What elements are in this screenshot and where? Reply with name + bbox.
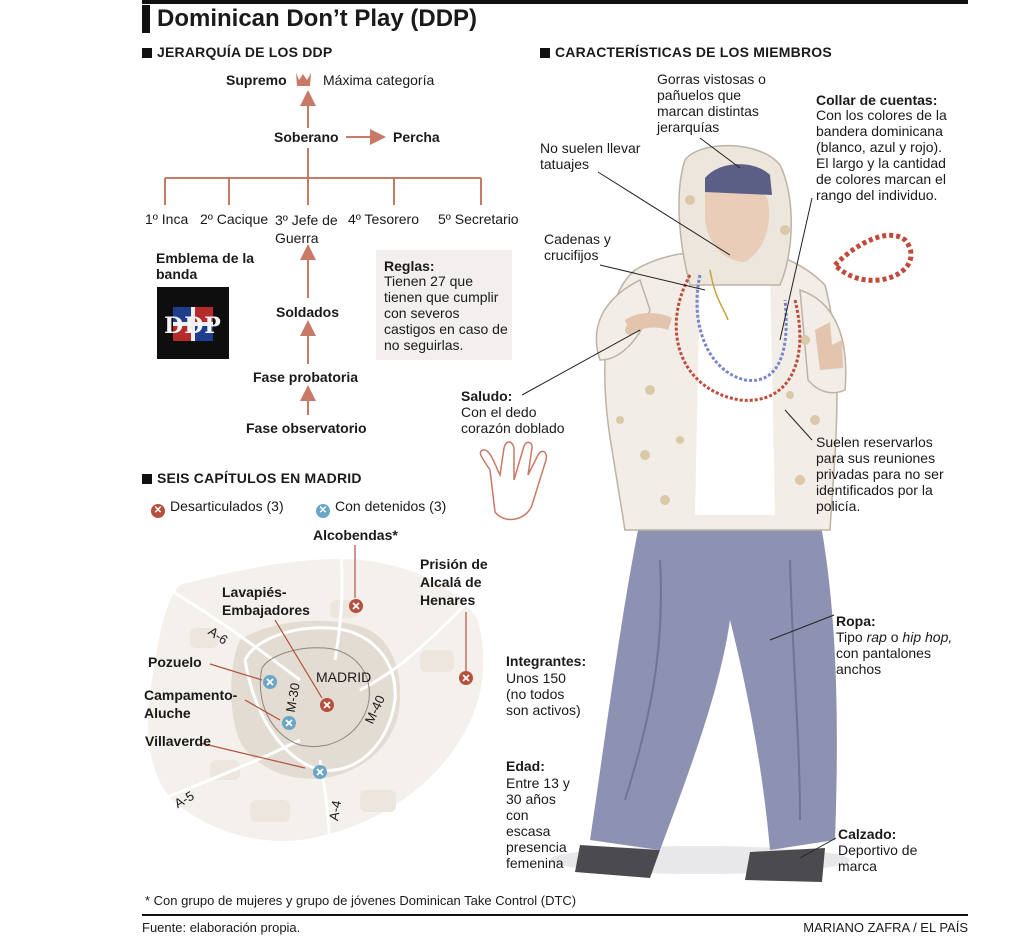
- legend-dismantled: ✕ Desarticulados (3): [151, 498, 284, 518]
- rank-fase-observatorio: Fase observatorio: [246, 420, 367, 436]
- note-gorras: Gorras vistosas o pañuelos que marcan distintas jerarquías: [657, 71, 766, 135]
- note-ropa-text: Tipo rap o hip hop, con pantalones anchos: [836, 629, 953, 677]
- note-calzado-title: Calzado:: [838, 826, 897, 842]
- rules-text: Tienen 27 que tienen que cumplir con severos castigos en caso de no seguirlas.: [384, 273, 508, 353]
- x-marker-blue-icon: ✕: [316, 504, 330, 518]
- emblem-text: DDP: [164, 313, 222, 339]
- map-label-lavapies: Lavapiés- Embajadores: [222, 584, 310, 618]
- map-label-prision: Prisión de Alcalá de Henares: [420, 556, 488, 608]
- note-edad-text: Entre 13 y 30 años con escasa presencia femenina: [506, 775, 570, 871]
- rules-title: Reglas:: [384, 258, 435, 274]
- emblem-label: Emblema de la banda: [156, 250, 255, 282]
- road-m40: M-40: [361, 692, 388, 727]
- note-integrantes-title: Integrantes:: [506, 653, 587, 669]
- map-label-campamento: Campamento- Aluche: [144, 687, 238, 721]
- legend-detained: ✕ Con detenidos (3): [316, 498, 446, 518]
- road-a6: A-6: [205, 623, 231, 648]
- map-label-alcobendas: Alcobendas*: [313, 527, 398, 543]
- note-tatuajes: No suelen llevar tatuajes: [540, 140, 641, 172]
- rank-percha: Percha: [393, 129, 440, 145]
- bottom-rule: [142, 914, 968, 916]
- note-saludo-title: Saludo:: [461, 388, 513, 404]
- map-label-villaverde: Villaverde: [145, 733, 211, 749]
- section-hierarchy: JERARQUÍA DE LOS DDP: [142, 44, 332, 60]
- section-chapters: SEIS CAPÍTULOS EN MADRID: [142, 470, 362, 486]
- note-integrantes-text: Unos 150 (no todos son activos): [506, 670, 581, 718]
- rank-supremo: Supremo: [226, 72, 287, 88]
- road-m30: M-30: [282, 681, 303, 714]
- road-a5: A-5: [171, 787, 197, 812]
- rank-jefe-de-guerra: 3º Jefe de Guerra: [275, 212, 338, 246]
- road-a4: A-4: [325, 799, 345, 822]
- credit-text: MARIANO ZAFRA / EL PAÍS: [803, 920, 968, 935]
- note-calzado-text: Deportivo de marca: [838, 842, 918, 874]
- rank-inca: 1º Inca: [145, 211, 189, 227]
- map-city-label: MADRID: [316, 669, 372, 685]
- x-marker-red-icon: ✕: [151, 504, 165, 518]
- note-cadenas: Cadenas y crucifijos: [544, 231, 611, 263]
- source-text: Fuente: elaboración propia.: [142, 920, 301, 935]
- section-members: CARACTERÍSTICAS DE LOS MIEMBROS: [540, 44, 832, 60]
- rank-tesorero: 4º Tesorero: [348, 211, 420, 227]
- note-collar-text: Con los colores de la bandera dominicana (blanco, azul y rojo). El largo y la cantidad de colores marcan el rango del individuo.: [816, 107, 947, 203]
- note-collar-title: Collar de cuentas:: [816, 92, 938, 108]
- page-title: Dominican Don’t Play (DDP): [157, 5, 478, 32]
- map-label-pozuelo: Pozuelo: [148, 654, 202, 670]
- note-saludo-text: Con el dedo corazón doblado: [461, 404, 565, 436]
- footnote: * Con grupo de mujeres y grupo de jóvenes Dominican Take Control (DTC): [145, 893, 577, 908]
- note-edad-title: Edad:: [506, 758, 545, 774]
- rank-cacique: 2º Cacique: [200, 211, 269, 227]
- rank-fase-probatoria: Fase probatoria: [253, 369, 359, 385]
- rank-soldados: Soldados: [276, 304, 340, 320]
- rank-secretario: 5º Secretario: [438, 211, 519, 227]
- note-reservar: Suelen reservarlos para sus reuniones privadas para no ser identificados por la policía.: [816, 434, 944, 514]
- rank-supremo-desc: Máxima categoría: [323, 72, 435, 88]
- note-ropa-title: Ropa:: [836, 613, 876, 629]
- rank-soberano: Soberano: [274, 129, 339, 145]
